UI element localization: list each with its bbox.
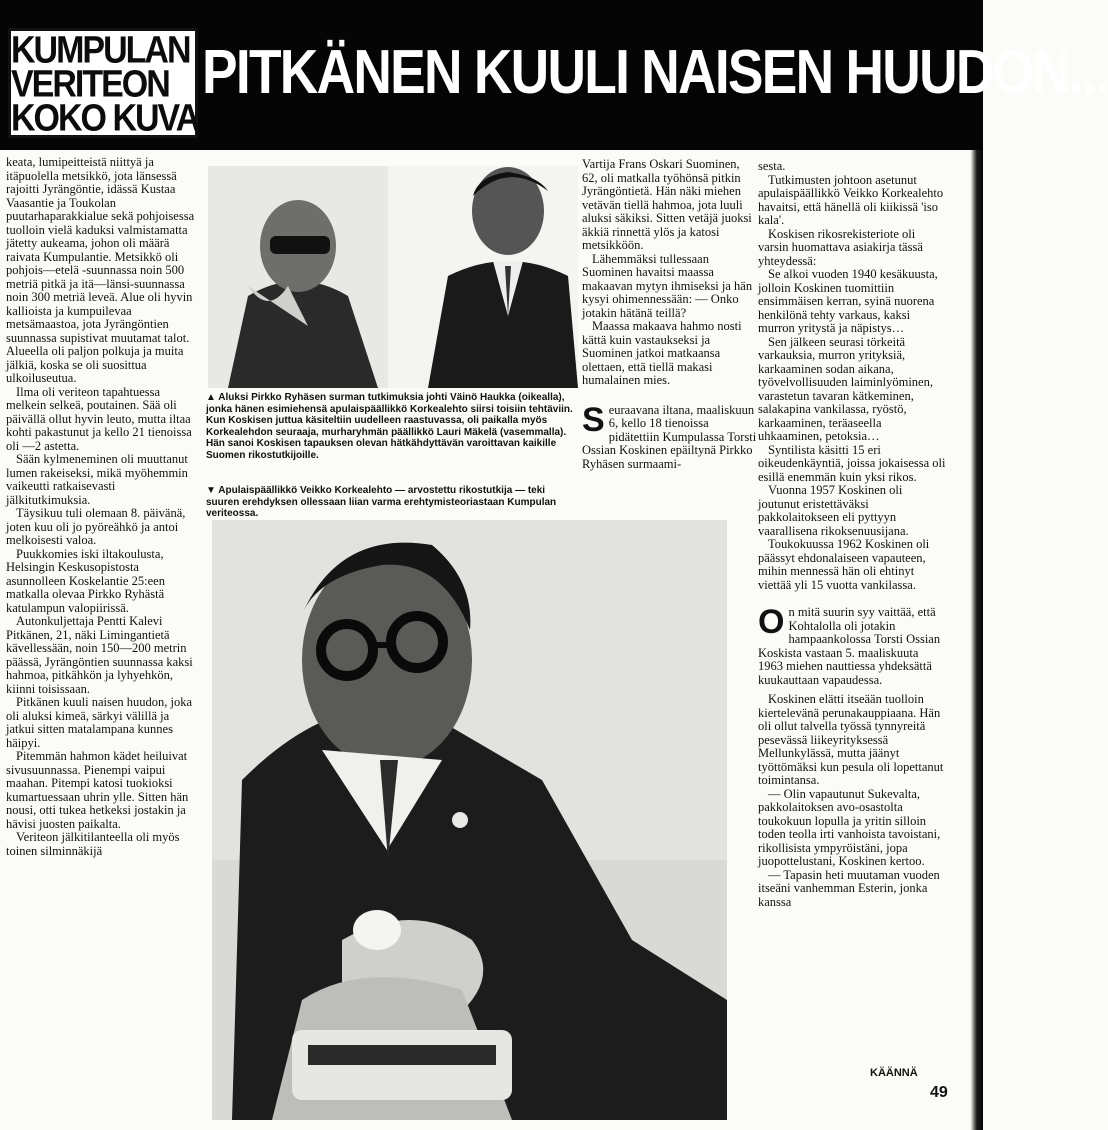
paragraph: Toukokuussa 1962 Koskinen oli päässyt ehdonalaiseen vapauteen, mihin mennessä hän oli ehtinyt viettää yli 15 vuotta vankilassa. (758, 537, 930, 592)
paragraph: — Olin vapautunut Sukevalta, pakkolaitoksen avo-osastolta toukokuun lopulla ja yritin silloin toden teolla irti vanhoista tavoistani, rikollisista ympyröistäni, jopa juopottelustani, Koskinen kertoo. (758, 786, 941, 868)
dropcap-paragraph (582, 400, 757, 472)
dropcap-paragraph (758, 603, 946, 687)
paragraph: keata, lumipeitteistä niittyä ja itäpuolella metsikkö, jota länsessä rajoitti Jyrängöntie, idässä Kustaa Vaasantie ja Toukolan puutarhaparakkialue sekä pohjoisessa tuolloin vielä kaduksi valmistamatta jätetty aukeama, johon oli määrä raivata Kumpulantie. Metsikkö oli pohjois—etelä -suunnassa noin 500 metriä pitkä ja itä—länsi-suunnassa noin 300 metriä leveä. Alue oli hyvin kallioista ja kumpuilevaa metsämaastoa, jota Jyrängöntien suunnassa supistivat muutamat talot. Alueella oli paljon polkuja ja muita jälkiä, koska se oli suosittua ulkoiluseutua. (6, 155, 195, 385)
article-column-1 (6, 156, 196, 858)
headline-banner (0, 0, 1108, 150)
dropcap-text: euraavana iltana, maaliskuun 6, kello 18 tienoissa pidätettiin Kumpulassa Torsti Ossian Koskinen epäiltynä Pirkko Ryhäsen surmaami- (582, 402, 757, 471)
paragraph: Vuonna 1957 Koskinen oli joutunut eristettäväksi pakkolaitokseen eli pyttyyn vaarallisena rikoksenuusijana. (758, 483, 909, 538)
page-number: 49 (930, 1084, 948, 1101)
paragraph: Veriteon jälkitilanteella oli myös toinen silminnäkijä (6, 830, 180, 858)
dropcap-letter: O (758, 603, 785, 641)
paragraph: Koskinen elätti itseään tuolloin kiertelevänä perunakauppiaana. Hän oli ollut talvella työssä tynnyreitä pesevässä liikeyrityksessä Mellunkylässä, mutta jäänyt työttömäksi kun pesula oli lopettanut toimintansa. (758, 692, 944, 787)
paragraph: Syntilista käsitti 15 eri oikeudenkäyntiä, joissa jokaisessa oli esillä enemmän kuin yksi rikos. (758, 442, 946, 484)
page-edge-shadow (962, 150, 983, 1130)
kicker-line-2: VERITEON (11, 62, 169, 106)
article-column-3 (582, 158, 757, 471)
paragraph: Autonkuljettaja Pentti Kalevi Pitkänen, 21, näki Limingantietä kävellessään, noin 150—200 metrin päässä, Jyrängöntien suunnassa kaksi hahmoa, pitkähkön ja lyhyehkön, kiinni toisissaan. (6, 614, 193, 696)
turn-page-label: KÄÄNNÄ (870, 1067, 918, 1079)
photo-korkealehto (212, 520, 727, 1120)
photo-detectives (208, 166, 578, 388)
paragraph: Täysikuu tuli olemaan 8. päivänä, joten kuu oli jo pyöreähkö ja antoi melkoisesti valoa. (6, 506, 186, 547)
paragraph: Pitemmän hahmon kädet heiluivat sivusuunnassa. Pienempi vaipui maahan. Pitempi katosi tuokioksi kumartuessaan uhrin ylle. Sitten hän nousi, otti tukea hetkeksi jostakin ja hävisi juosten paikalta. (6, 749, 189, 831)
article-column-4 (758, 160, 946, 909)
paragraph: Ilma oli veriteon tapahtuessa melkein selkeä, poutainen. Sää oli päivällä ollut hyvin leuto, mutta iltaa kohti pakastunut ja kello 21 tienoissa oli —2 astetta. (6, 384, 192, 453)
photo-caption-1: ▲ Aluksi Pirkko Ryhäsen surman tutkimuksia johti Väinö Haukka (oikealla), jonka hänen esimiehensä apulaispäällikkö Korkealehto siirsi toisiin tehtäviin. Kun Koskisen juttua käsiteltiin uudelleen raastuvassa, oli paikalla myös Korkealehdon seuraaja, murharyhmän päällikkö Lauri Mäkelä (vasemmalla). Hän sanoi Koskisen tapauksen olevan hätkähdyttävän varoittavan kaikille Suomen rikostutkijoille. (206, 392, 573, 461)
paragraph: Se alkoi vuoden 1940 kesäkuusta, jolloin Koskinen tuomittiin ensimmäisen kerran, syinä nuorena henkilönä tehty varkaus, kaksi murron yritystä ja näpistys… (758, 267, 938, 335)
paragraph: Sen jälkeen seurasi törkeitä varkauksia, murron yrityksiä, karkaaminen sodan aikana, työvelvollisuuden laiminlyöminen, varastetun tavaran kätkeminen, salakapina vankilassa, ryöstö, karkaaminen, teräaseella uhkaaminen, petoksia… (758, 334, 933, 443)
paragraph: Tutkimusten johtoon asetunut apulaispäällikkö Veikko Korkealehto havaitsi, että hänellä oli kiikissä 'iso kala'. (758, 172, 944, 227)
photo-korkealehto-illustration (212, 520, 727, 1120)
paragraph: Koskisen rikosrekisteriote oli varsin huomattava asiakirja tässä yhteydessä: (758, 226, 923, 268)
dropcap-letter: S (582, 400, 605, 439)
photo-detectives-illustration (208, 166, 578, 388)
paragraph: Sään kylmeneminen oli muuttanut lumen rakeiseksi, mikä myöhemmin vaikeutti ratkaisevasti jälkitutkimuksia. (6, 452, 188, 507)
paragraph: Maassa makaava hahmo nosti kättä kuin vastaukseksi ja Suominen jatkoi matkaansa olettaen, että tiellä makasi humalainen mies. (582, 319, 742, 387)
photo-caption-2: ▼ Apulaispäällikkö Veikko Korkealehto — arvostettu rikostutkija — teki suuren erehdyksen ollessaan liian varma erehtymisteoriastaan Kumpulan veriteossa. (206, 485, 557, 519)
kicker-box (8, 28, 198, 138)
paragraph: Puukkomies iski iltakoulusta, Helsingin Keskusopistosta asunnolleen Koskelantie 25:een matkalla olevaa Pirkko Ryhästä katulampun valopiirissä. (6, 546, 165, 615)
kicker-line-1: KUMPULAN (11, 28, 190, 72)
dropcap-text: n mitä suurin syy vaittää, että Kohtalolla oli jotakin hampaankolossa Torsti Ossian Koskista vastaan 5. maaliskuuta 1963 miehen nauttiessa yhdeksättä kuukauttaan vapaudessa. (758, 605, 941, 687)
paragraph: Vartija Frans Oskari Suominen, 62, oli matkalla työhönsä pitkin Jyrängöntietä. Hän näki miehen vetävän tiellä hahmoa, jota luuli aluksi säkiksi. Sitten vetäjä juoksi äkkiä rinnettä ylös ja katosi metsikköön. (582, 157, 752, 252)
kicker-line-3: KOKO KUVA (11, 96, 199, 140)
headline: PITKÄNEN KUULI NAISEN HUUDON... (202, 38, 1108, 107)
paragraph: — Tapasin heti muutaman vuoden itseäni vanhemman Esterin, jonka kanssa (758, 867, 940, 909)
paragraph: Pitkänen kuuli naisen huudon, joka oli aluksi kimeä, särkyi välillä ja jatkui sitten matalampana kunnes häipyi. (6, 695, 193, 750)
paragraph: Lähemmäksi tullessaan Suominen havaitsi maassa makaavan mytyn ihmiseksi ja hän kysyi ohimennessään: — Onko jotakin hätänä teillä? (582, 251, 753, 320)
paragraph: sesta. (758, 159, 786, 173)
